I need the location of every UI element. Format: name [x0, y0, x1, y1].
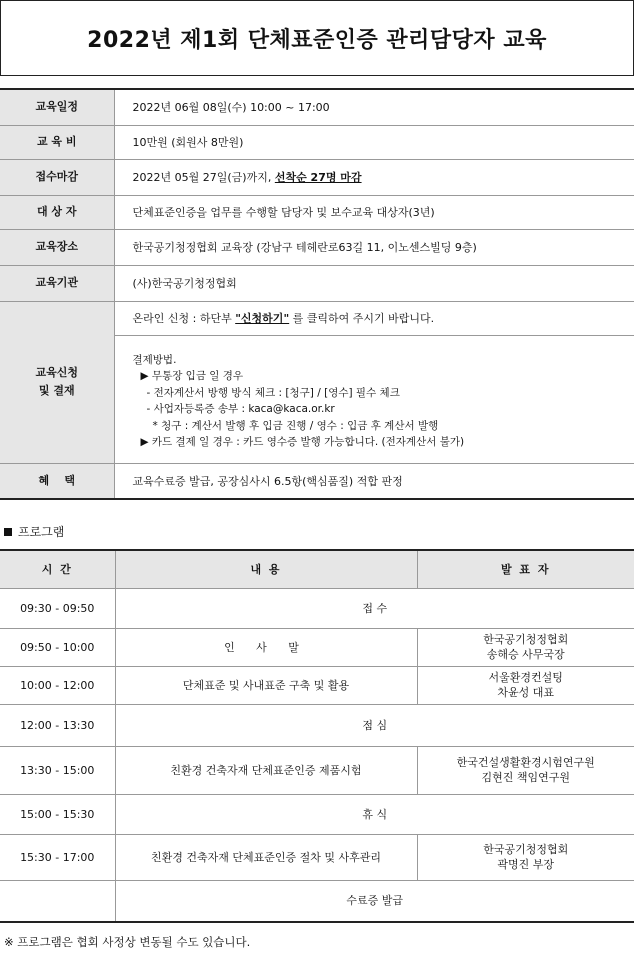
info-row-benefit: [0, 463, 634, 499]
row-time: 09:50 - 10:00: [0, 628, 115, 666]
presenter-org: 한국공기청정협회: [483, 843, 569, 856]
table-row: [0, 794, 634, 834]
row-content: 친환경 건축자재 단체표준인증 절차 및 사후관리: [115, 834, 417, 880]
table-row: [0, 588, 634, 628]
benefit-label: 혜 택: [0, 463, 114, 499]
footnote: ※ 프로그램은 협회 사정상 변동될 수도 있습니다.: [4, 935, 251, 949]
schedule-value: 2022년 06월 08일(수) 10:00 ~ 17:00: [114, 89, 634, 125]
deadline-label: 접수마감: [0, 159, 114, 195]
program-header-row: [0, 550, 634, 588]
table-row: [0, 880, 634, 922]
row-content: 인 사 말: [115, 628, 417, 666]
row-content: 점 심: [115, 704, 634, 746]
presenter-org: 한국건설생활환경시험연구원: [456, 756, 595, 769]
apply-label-line1: 교육신청: [35, 366, 78, 379]
payment-line-heading: 결제방법.: [132, 353, 177, 366]
row-time: 10:00 - 12:00: [0, 666, 115, 704]
program-table: [0, 549, 634, 923]
deadline-date: 2022년 05월 27일(금)까지,: [132, 171, 272, 184]
info-row-target: [0, 195, 634, 229]
target-value: 단체표준인증을 업무를 수행할 담당자 및 보수교육 대상자(3년): [114, 195, 634, 229]
venue-value: 한국공기청정협회 교육장 (강남구 테헤란로63길 11, 이노센스빌딩 9층): [114, 229, 634, 265]
payment-methods: [114, 335, 634, 463]
benefit-value: 교육수료증 발급, 공장심사시 6.5항(핵심품질) 적합 판정: [132, 474, 403, 488]
row-content: 접 수: [115, 588, 634, 628]
presenter-org: 서울환경컨설팅: [488, 671, 563, 684]
table-row: [0, 746, 634, 794]
row-time: 15:30 - 17:00: [0, 834, 115, 880]
row-presenter: [417, 666, 634, 704]
table-row: [0, 628, 634, 666]
payment-line-email: - 사업자등록증 송부 : kaca@kaca.or.kr: [146, 403, 335, 415]
row-time: 12:00 - 13:30: [0, 704, 115, 746]
row-content: 단체표준 및 사내표준 구축 및 활용: [115, 666, 417, 704]
apply-online: [114, 301, 634, 335]
row-time: [0, 880, 115, 922]
row-content: 휴 식: [115, 794, 634, 834]
title-box: [0, 0, 634, 76]
organizer-value: (사)한국공기청정협회: [114, 265, 634, 301]
info-row-venue: [0, 229, 634, 265]
info-row-organizer: [0, 265, 634, 301]
schedule-label: 교육일정: [0, 89, 114, 125]
presenter-name: 차윤성 대표: [497, 686, 555, 699]
organizer-label: 교육기관: [0, 265, 114, 301]
apply-label: [0, 301, 114, 463]
page-title: 2022년 제1회 단체표준인증 관리담당자 교육: [87, 27, 547, 53]
row-presenter: [417, 628, 634, 666]
row-presenter: [417, 746, 634, 794]
presenter-name: 김현진 책임연구원: [481, 771, 570, 784]
header-content: 내 용: [115, 550, 417, 588]
apply-label-line2: 및 결재: [38, 384, 75, 397]
header-time: 시 간: [0, 550, 115, 588]
presenter-org: 한국공기청정협회: [483, 633, 569, 646]
target-label: 대 상 자: [0, 195, 114, 229]
fee-value: 10만원 (회원사 8만원): [114, 125, 634, 159]
presenter-name: 곽명진 부장: [497, 858, 555, 871]
venue-label: 교육장소: [0, 229, 114, 265]
row-content: 친환경 건축자재 단체표준인증 제품시험: [115, 746, 417, 794]
row-time: 15:00 - 15:30: [0, 794, 115, 834]
row-time: 09:30 - 09:50: [0, 588, 115, 628]
apply-link[interactable]: "신청하기": [235, 312, 290, 325]
payment-line-card: ▶ 카드 결제 일 경우 : 카드 영수증 발행 가능합니다. (전자계산서 불가): [140, 436, 465, 448]
presenter-name: 송해승 사무국장: [486, 648, 565, 661]
deadline-emphasis: 선착순 27명 마감: [274, 171, 362, 184]
info-row-schedule: [0, 89, 634, 125]
table-row: [0, 834, 634, 880]
payment-line-invoice: - 전자계산서 방행 방식 체크 : [청구] / [영수] 필수 체크: [146, 386, 400, 399]
row-content: 수료증 발급: [346, 894, 404, 908]
table-row: [0, 704, 634, 746]
info-row-deadline: [0, 159, 634, 195]
info-row-fee: [0, 125, 634, 159]
info-row-apply-online: [0, 301, 634, 335]
apply-online-prefix: 온라인 신청 : 하단부: [132, 312, 232, 325]
fee-label: 교 육 비: [0, 125, 114, 159]
info-table: [0, 88, 634, 500]
header-presenter: 발 표 자: [417, 550, 634, 588]
square-bullet-icon: [4, 528, 12, 536]
program-heading: [4, 523, 64, 540]
deadline-value: [114, 159, 634, 195]
payment-line-bank: ▶ 무통장 입금 일 경우: [140, 370, 244, 382]
apply-online-suffix: 를 클릭하여 주시기 바랍니다.: [292, 312, 435, 325]
table-row: [0, 666, 634, 704]
program-heading-text: 프로그램: [18, 525, 65, 539]
row-time: 13:30 - 15:00: [0, 746, 115, 794]
payment-line-note: * 청구 : 계산서 발행 후 입금 진행 / 영수 : 입금 후 계산서 발행: [152, 419, 439, 432]
row-presenter: [417, 834, 634, 880]
